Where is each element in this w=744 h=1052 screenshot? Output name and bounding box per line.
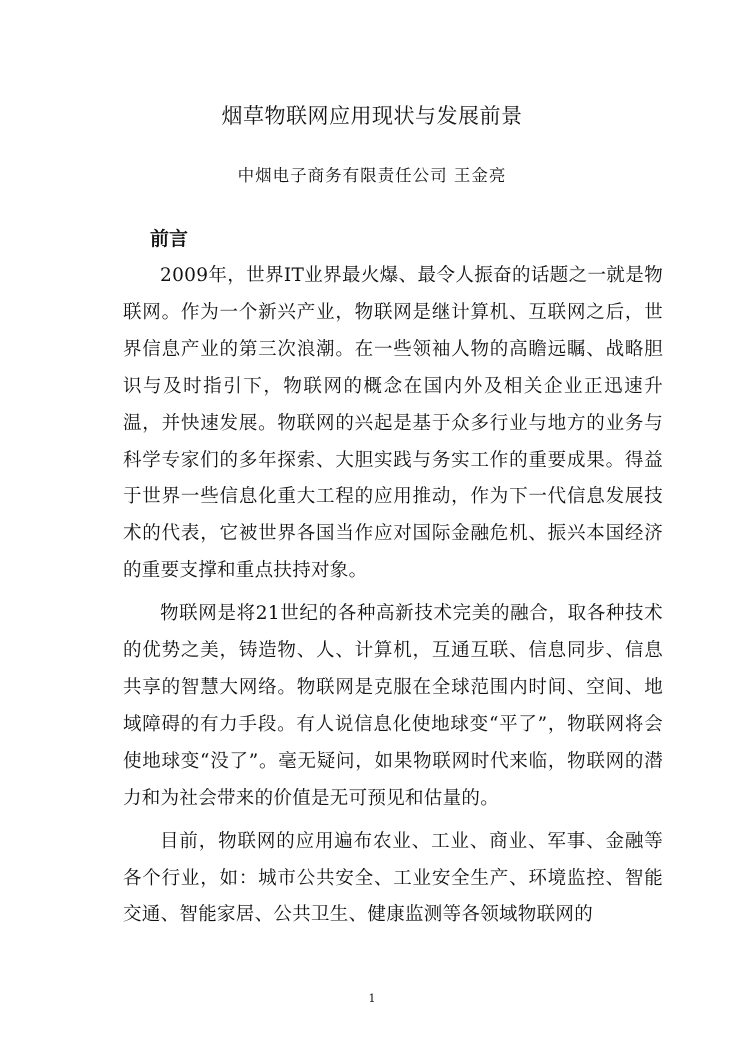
document-author: 中烟电子商务有限责任公司 王金亮 <box>237 166 507 185</box>
section-heading: 前言 <box>150 228 189 250</box>
page-number: 1 <box>368 992 376 1005</box>
paragraph: 物联网是将21世纪的各种高新技术完美的融合，取各种技术的优势之美，铸造物、人、计算机，互通互联、信息同步、信息共享的智慧大网络。物联网是克服在全球范围内时间、空间、地域障碍的有力手段。有人说信息化使地球变“平了”，物联网将会使地球变“没了”。毫无疑问，如果物联网时代来临，物联网的潜力和为社会带来的价值是无可预见和估量的。 <box>123 603 663 809</box>
paragraph: 2009年，世界IT业界最火爆、最令人振奋的话题之一就是物联网。作为一个新兴产业，物联网是继计算机、互联网之后，世界信息产业的第三次浪潮。在一些领袖人物的高瞻远瞩、战略胆识与及时指引下，物联网的概念在国内外及相关企业正迅速升温，并快速发展。物联网的兴起是基于众多行业与地方的业务与科学专家们的多年探索、大胆实践与务实工作的重要成果。得益于世界一些信息化重大工程的应用推动，作为下一代信息发展技术的代表，它被世界各国当作应对国际金融危机、振兴本国经济的重要支撑和重点扶持对象。 <box>123 265 663 582</box>
paragraph: 目前，物联网的应用遍布农业、工业、商业、军事、金融等各个行业，如：城市公共安全、工业安全生产、环境监控、智能交通、智能家居、公共卫生、健康监测等各领域物联网的 <box>123 830 663 926</box>
document-title: 烟草物联网应用现状与发展前景 <box>221 104 523 128</box>
body-text <box>123 258 663 934</box>
